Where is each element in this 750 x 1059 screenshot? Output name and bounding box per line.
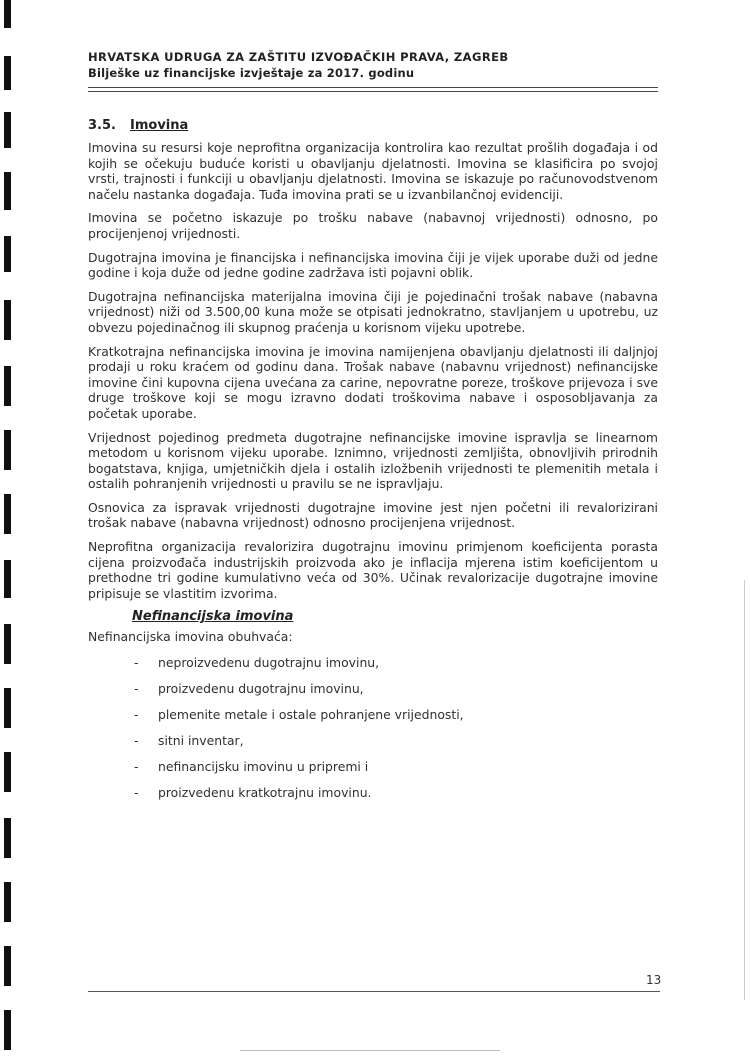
binding-mark [4,0,11,28]
binding-mark [4,172,11,210]
asset-list [88,650,658,806]
document-header [88,50,658,80]
paragraph: Imovina su resursi koje neprofitna organizacija kontrolira kao rezultat prošlih događaja i od kojih se očekuju buduće koristi u obavljanju djelatnosti. Imovina se klasificira po svojoj vrsti, trajnosti i funkciji u obavljanju djelatnosti. Imovina se iskazuje po računovodstvenom načelu nastanka događaja. Tuđa imovina prati se u izvanbilančnoj evidenciji. [88,140,658,202]
paragraph: Kratkotrajna nefinancijska imovina je imovina namijenjena obavljanju djelatnosti ili daljnjoj prodaji u roku kraćem od godinu dana. Trošak nabave (nabavnu vrijednost) nefinancijske imovine čini kupovna cijena uvećana za carine, nepovratne poreze, troškove prijevoza i sve druge troškove koji se mogu izravno dodati troškovima nabave i osposobljavanja za početak uporabe. [88,343,658,421]
paragraph: Osnovica za ispravak vrijednosti dugotrajne imovine jest njen početni ili revalorizirani trošak nabave (nabavna vrijednost) odnosno procijenjena vrijednost. [88,499,658,531]
section-title: Imovina [130,118,189,133]
scan-artifact-line [240,1050,500,1051]
header-rule [88,87,658,88]
binding-mark [4,882,11,922]
binding-mark [4,112,11,148]
list-item [88,754,658,780]
list-item-text: sitni inventar, [158,733,244,749]
header-subtitle: Bilješke uz financijske izvještaje za 2017. godinu [88,66,415,80]
binding-mark [4,1010,11,1050]
binding-mark [4,300,11,340]
bullet-dash: - [134,733,139,749]
binding-mark [4,946,11,986]
paragraph: Neprofitna organizacija revalorizira dugotrajnu imovinu primjenom koeficijenta porasta cijena proizvođača industrijskih proizvoda ako je inflacija mjerena istim koeficijentom u prethodne tri godine kumulativno veća od 30%. Učinak revalorizacije dugotrajne imovine pripisuje se vlastitim izvorima. [88,539,658,601]
list-item-text: neproizvedenu dugotrajnu imovinu, [158,655,380,671]
list-item-text: proizvedenu kratkotrajnu imovinu. [158,785,372,801]
header-rule [88,91,658,92]
list-item [88,676,658,702]
paragraph: Dugotrajna imovina je financijska i nefinancijska imovina čiji je vijek uporabe duži od jedne godine i koja duže od jedne godine zadržava isti pojavni oblik. [88,249,658,281]
binding-mark [4,688,11,728]
binding-mark [4,560,11,598]
list-item [88,702,658,728]
bullet-dash: - [134,759,139,775]
page-number: 13 [646,973,662,987]
subsection-intro: Nefinancijska imovina obuhvaća: [88,629,293,645]
list-item-text: plemenite metale i ostale pohranjene vrijednosti, [158,707,464,723]
footer-rule [88,991,660,992]
binding-mark [4,236,11,272]
binding-mark [4,818,11,858]
bullet-dash: - [134,785,139,801]
bullet-dash: - [134,655,139,671]
bullet-dash: - [134,707,139,723]
binding-mark [4,494,11,534]
section-heading [88,118,658,133]
paragraph: Vrijednost pojedinog predmeta dugotrajne nefinancijske imovine ispravlja se linearnom metodom u korisnom vijeku uporabe. Iznimno, vrijednosti zemljišta, obnovljivih prirodnih bogatstava, knjiga, umjetničkih djela i ostalih izložbenih vrijednosti te plemenitih metala i ostalih pohranjenih vrijednosti u pravilu se ne ispravljaju. [88,429,658,492]
binding-mark [4,56,11,90]
list-item [88,780,658,806]
document-body [88,118,658,806]
list-item [88,728,658,754]
section-number: 3.5. [88,118,116,133]
list-item-text: nefinancijsku imovinu u pripremi i [158,759,369,775]
paragraph: Imovina se početno iskazuje po trošku nabave (nabavnoj vrijednosti) odnosno, po procijenjenoj vrijednosti. [88,210,658,241]
paragraph: Dugotrajna nefinancijska materijalna imovina čiji je pojedinačni trošak nabave (nabavna vrijednost) niži od 3.500,00 kuna može se otpisati jednokratno, stavljanjem u upotrebu, uz obvezu pojedinačnog ili skupnog praćenja u korisnom vijeku upotrebe. [88,288,658,335]
subsection-title: Nefinancijska imovina [132,609,294,625]
scan-artifact-line [744,580,745,1000]
list-item [88,650,658,676]
header-organization: HRVATSKA UDRUGA ZA ZAŠTITU IZVOĐAČKIH PRAVA, ZAGREB [88,50,509,64]
list-item-text: proizvedenu dugotrajnu imovinu, [158,681,364,697]
binding-mark [4,430,11,470]
bullet-dash: - [134,681,139,697]
binding-mark [4,624,11,664]
binding-marks [4,0,14,1059]
binding-mark [4,366,11,406]
binding-mark [4,752,11,792]
